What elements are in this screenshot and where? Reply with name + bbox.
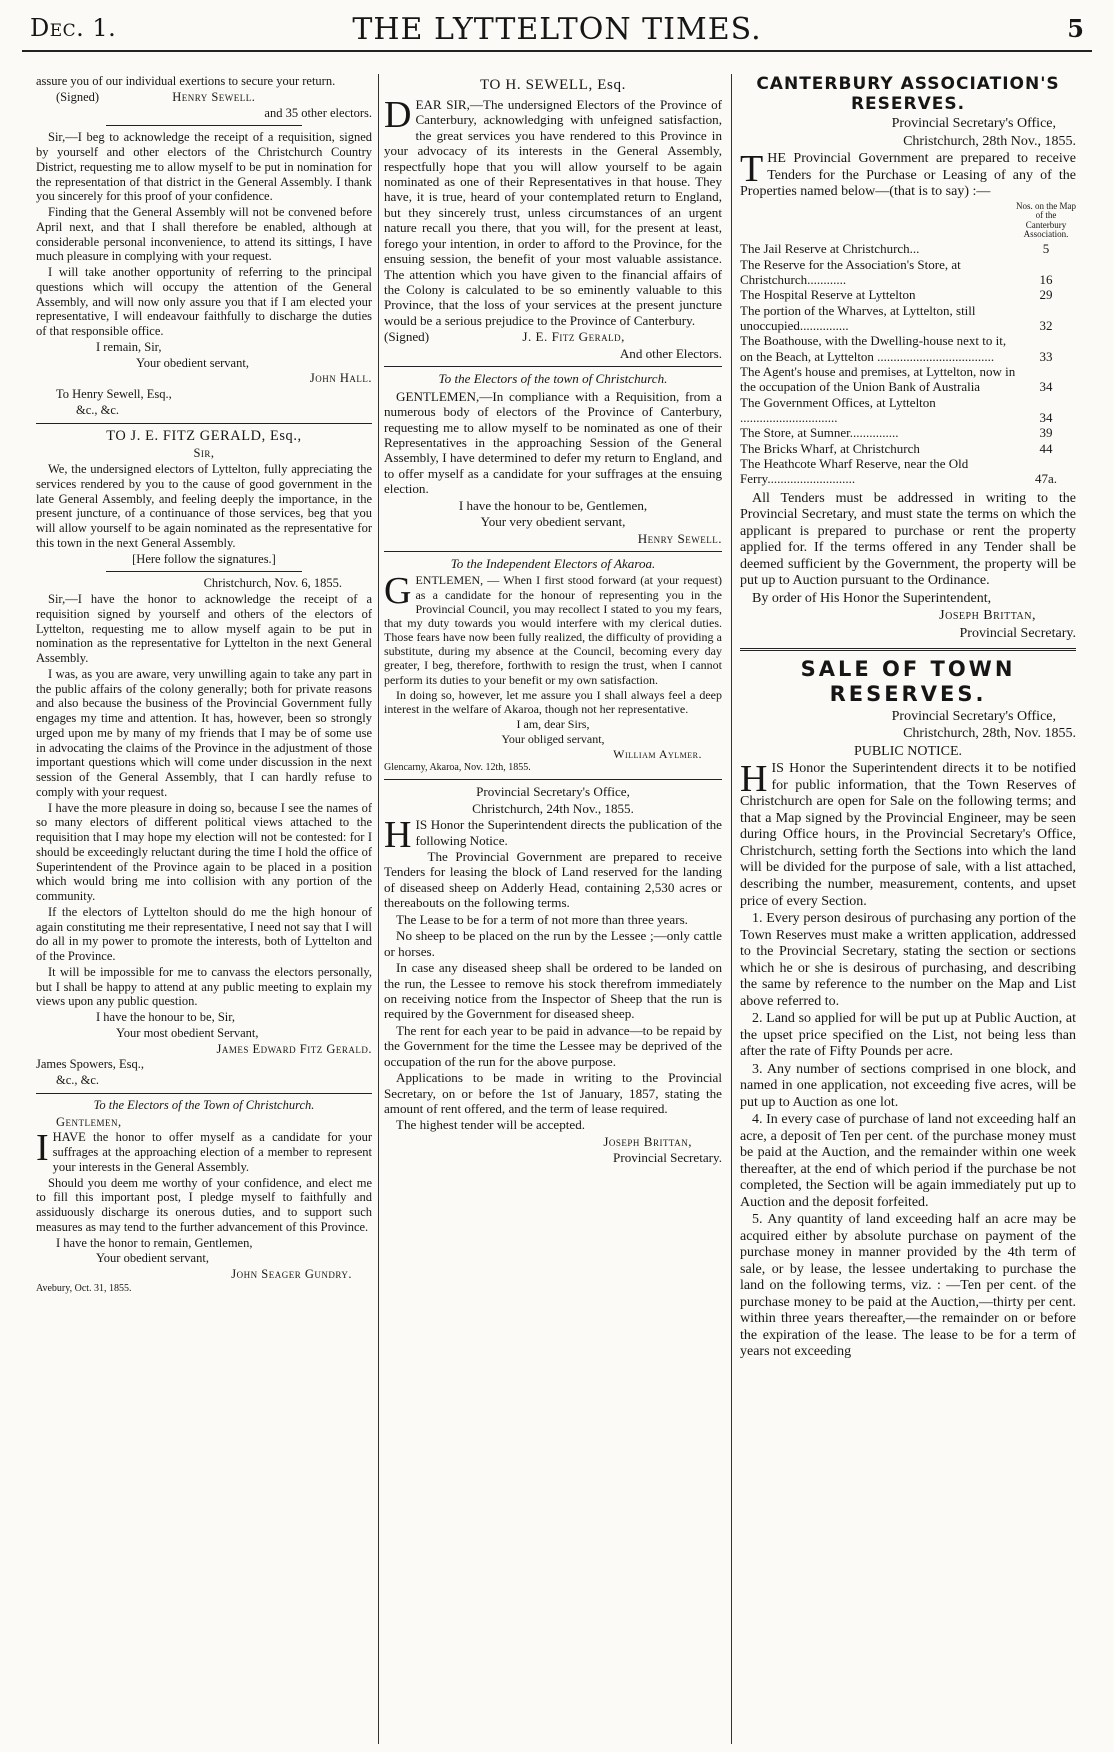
gundry-paragraph-2: Should you deem me worthy of your confidence, and elect me to fill this important post, I pledge myself to faithfully and assiduously discharge its onerous duties, and to support such measures as may tend to the further advancement of this Province. [36,1175,372,1234]
brittan-title: Provincial Secretary. [959,625,1076,641]
column-rule-2 [731,74,732,1744]
pso-intro [384,814,722,857]
divider [384,366,722,367]
aylmer-paragraph-2: In doing so, however, let me assure you I shall always feel a deep interest in the welfare of Akaroa, though not her representative. [384,687,722,716]
fitzgerald-salutation: Sir, [193,446,215,461]
drop-cap: H [740,758,768,801]
canterbury-order-line: By order of His Honor the Superintendent, [752,590,992,606]
column-rule-1 [378,74,379,1744]
sewell-address-text: GENTLEMEN,—In compliance with a Requisition, from a numerous body of electors of the Province of Canterbury, requesting me to allow myself to be nominated as one of their Representatives in the approaching Session of the General Assembly, I have determined to defer my return to England, and to offer myself as a candidate for your suffrages at the ensuing election. [384,388,722,497]
fitzgerald-reply-paragraph: Sir,—I have the honor to acknowledge the receipt of a requisition signed by yourself and others of the electors of Lyttelton, requesting me to allow myself again to be put in nomination as the representative for Lyttelton in the next General Assembly. [36,592,372,666]
issue-date: Dec. 1. [30,14,117,42]
fitzgerald-reply-date: Christchurch, Nov. 6, 1855. [203,576,342,591]
pso-paragraph: The highest tender will be accepted. [396,1117,586,1133]
table-row: The Hospital Reserve at Lyttelton 29 [740,287,1053,303]
masthead [22,10,1092,52]
etc-line: &c., &c. [56,1073,100,1088]
office-line: Provincial Secretary's Office, [476,784,630,800]
sewell-signature-line [36,90,372,105]
table-row: The Store, at Sumner............... 39 [740,425,1053,441]
drop-cap: D [384,93,412,136]
follow-signatures-note: [Here follow the signatures.] [132,551,276,566]
gundry-date: Avebury, Oct. 31, 1855. [36,1282,132,1294]
pso-paragraph: Applications to be made in writing to the Provincial Secretary, on or before the 1st of January, 1857, stating the amount of rent offered, and the term of lease required. [384,1070,722,1117]
sewell-requisition-heading: TO H. SEWELL, Esq. [480,77,626,93]
sale-reserves-heading: SALE OF TOWN RESERVES. [800,657,1016,707]
addressee-line: To Henry Sewell, Esq., [56,387,172,401]
sale-intro [740,758,1076,910]
servant-line: Your obliged servant, [501,732,605,747]
servant-line: Your most obedient Servant, [116,1025,259,1040]
fitzgerald-reply-paragraph: I was, as you are aware, very unwilling again to take any part in the public affairs of the colony generally; both for private reasons and also because the business of the Provincial Government fully engages my time and attention. It has, however, been so strongly urged upon me by many of my friends that I may be of some use in advocating the claims of the Province in the adjustment of those important questions which will come under discussion in the next session of the General Assembly, that I can hardly refuse to comply with your request. [36,666,372,799]
table-row: The portion of the Wharves, at Lyttelton, still unoccupied............... 32 [740,302,1053,334]
gundry-name: John Seager Gundry. [231,1267,352,1282]
office-line: Provincial Secretary's Office, [891,116,1056,132]
column-3 [740,74,1076,1746]
fitzgerald-reply-paragraph: I have the more pleasure in doing so, because I see the names of so many electors of different political views attached to the requisition that I may hope my election will not be contested: for I should be exceedingly reluctant during the time I hold the office of Superintendent of the Province again to be placed in a position which would bring me into collision with any portion of the community. [36,800,372,904]
aylmer-date: Glencarny, Akaroa, Nov. 12th, 1855. [384,762,531,774]
pso-intro-text: IS Honor the Superintendent directs the publication of the following Notice. [415,817,722,848]
public-notice-label: PUBLIC NOTICE. [853,743,963,759]
servant-line: Your obedient servant, [96,1251,209,1266]
sale-term: 4. In every case of purchase of land not exceeding half an acre, a deposit of Ten per cent. of the purchase money must be paid at the Auction, and the remainder within one week thereafter, at the end of which period if the purchase be not completed, the Section will be again immediately put up to Auction and the deposit forfeited. [740,1112,1076,1210]
drop-cap: T [740,148,764,191]
table-row: The Government Offices, at Lyttelton .............................. 34 [740,394,1053,426]
drop-cap: H [384,814,412,857]
aylmer-heading: To the Independent Electors of Akaroa. [450,556,656,572]
drop-cap: I [36,1127,49,1170]
brittan-title: Provincial Secretary. [613,1150,722,1166]
hall-reply-paragraph: Finding that the General Assembly will not be convened before April next, and that I shall therefore be enabled, although at considerable personal inconvenience, to attend its sittings, I have much pleasure in complying with your request. [36,205,372,264]
honour-line: I have the honour to be, Sir, [96,1010,236,1025]
hall-name: John Hall. [309,371,372,386]
sale-intro-text: IS Honor the Superintendent directs it to be notified for public information, that the Town Reserves of Christchurch are open for Sale on the following terms; and that a Map signed by the Provincial Engineer, may be seen during Office hours, in the Provincial Secretary's Office, Christchurch, setting forth the Sections into which the land will be divided for the purpose of sale, with a list attached, describing the number, measurement, contents, and upset price of every Section. [740,761,1076,909]
divider [36,1093,372,1094]
aylmer-paragraph-1 [384,570,722,687]
column-2 [384,74,722,1746]
divider [36,423,372,424]
fitzgerald-requisition: We, the undersigned electors of Lyttelton, fully appreciating the services rendered by you to the cause of good government in the late General Assembly, and feeling deeply the importance, in the present juncture, of a continuance of those services, beg that you will allow yourself to be again nominated as the representative for this town in the next General Assembly. [36,462,372,550]
fitzgerald-name: James Edward Fitz Gerald. [216,1041,372,1056]
table-row: The Agent's house and premises, at Lyttelton, now in the occupation of the Union Bank of Australia 34 [740,364,1053,395]
am-line: I am, dear Sirs, [516,717,590,732]
sewell-name: Henry Sewell. [637,530,722,546]
canterbury-intro [740,148,1076,201]
fitzgerald-heading: TO J. E. FITZ GERALD, Esq., [106,427,302,444]
divider [106,125,302,126]
pso-paragraph: No sheep to be placed on the run by the Lessee ;—only cattle or horses. [384,928,722,959]
table-row: The Heathcote Wharf Reserve, near the Old Ferry........................... 47a. [740,456,1058,487]
divider [740,648,1076,651]
signer-note: and 35 other electors. [264,105,372,120]
gundry-text: HAVE the honor to offer myself as a candidate for your suffrages at the approaching election of a member to represent your interests in the General Assembly. [52,1130,372,1174]
top-paragraph: assure you of our individual exertions to secure your return. [36,74,336,88]
servant-line: Your very obedient servant, [480,514,626,530]
requisition-text: EAR SIR,—The undersigned Electors of the Province of Canterbury, acknowledging with unfeigned satisfaction, the great services you have rendered to this Province in your advocacy of its interests in the General Assembly, respectfully hope that you will allow yourself to be again nominated as one of their Representatives in that house. They have, it is true, heard of your contemplated return to England, but they sincerely trust, unless circumstances of an urgent nature recall you there, that you will, for the present at least, forego your intention, in order to afford to the Province, for the ensuing session, the benefit of your most valuable assistance. The attention which you have given to the financial affairs of the Colony is calculated to be so eminently valuable to this Province, that the loss of your services at the present juncture would be a serious prejudice to the Province of Canterbury. [384,96,722,328]
signature-line [384,329,722,344]
aylmer-name: William Aylmer. [613,747,702,762]
sale-term: 5. Any quantity of land exceeding half an acre may be acquired either by absolute purchase on payment of the purchase money in manner provided by the 4th term of sale, or by lease, the lessee undertaking to purchase the land on the following terms, viz. : —Ten per cent. of the purchase money to be paid at the Auction,—thirty per cent. within three years thereafter,—the remainder on or before the expiration of the lease. The lease to be for a term of years not exceeding [740,1212,1076,1360]
pso-paragraph: The rent for each year to be paid in advance—to be repaid by the Government for the time the Lessee may be deprived of the occupation of the run for the above purpose. [384,1022,722,1069]
signer-name: J. E. Fitz Gerald, [522,329,625,345]
office-line: Provincial Secretary's Office, [891,708,1056,724]
office-date: Christchurch, 28th Nov., 1855. [903,133,1076,149]
divider [384,779,722,780]
table-row: The Bricks Wharf, at Christchurch 44 [740,440,1053,456]
aylmer-text: ENTLEMEN, — When I first stood forward (at your request) as a candidate for the honour of representing you in the Provincial Council, you may recollect I stated to you my fears, that my duty towards you would interfere with my clerical duties. Those fears have now been fully realized, the difficulty of providing a substitute, during my absence at the Council, becoming every day greater, I beg, therefore, forthwith to resign the trust, when I cannot perform its duties to your benefit or my own satisfaction. [384,573,722,687]
signer-name: Henry Sewell. [172,89,256,104]
signer-note: And other Electors. [619,345,722,361]
reserves-table [740,241,1076,486]
gundry-salutation: Gentlemen, [56,1114,122,1129]
divider [384,551,722,552]
office-date: Christchurch, 24th Nov., 1855. [472,800,634,816]
map-number-note: Nos. on the Map of the Canterbury Association. [1016,200,1076,239]
canterbury-intro-text: HE Provincial Government are prepared to receive Tenders for the Purchase or Leasing of any of the Properties named below—(that is to say) :— [740,151,1076,200]
signed-label: (Signed) [384,329,430,345]
column-1 [36,74,372,1746]
table-row: The Reserve for the Association's Store, at Christchurch............ 16 [740,256,1053,288]
office-date: Christchurch, 28th, Nov. 1855. [903,726,1076,742]
table-row: The Jail Reserve at Christchurch... 5 [740,241,1050,257]
remain-line: I remain, Sir, [96,339,162,354]
etc-line: &c., &c. [76,402,120,417]
sewell-address-heading: To the Electors of the town of Christchurch. [438,371,668,387]
drop-cap: G [384,570,412,613]
gundry-paragraph-1 [36,1127,372,1174]
pso-paragraph: The Provincial Government are prepared to receive Tenders for leasing the block of Land reserved for the landing of diseased sheep on Adderly Head, containing 2,530 acres or thereabouts on the following terms. [384,849,722,911]
divider [106,571,302,572]
hall-reply-paragraph: I will take another opportunity of referring to the principal questions which will occupy the attention of the General Assembly, and will now only assure you that if I am elected your representative, I will endeavour faithfully to discharge the duties of that responsible office. [36,265,372,338]
sale-term: 1. Every person desirous of purchasing any portion of the Town Reserves must make a written application, addressed to the Provincial Secretary, stating the section or sections which he or she is desirous of purchasing, and describing the same by reference to the number on the Map and List above referred to. [740,911,1076,1009]
servant-line: Your obedient servant, [136,355,249,370]
table-row: The Boathouse, with the Dwelling-house next to it, on the Beach, at Lyttelton .................................... 33 [740,333,1053,364]
pso-paragraph: The Lease to be for a term of not more than three years. [396,911,688,927]
brittan-name: Joseph Brittan, [603,1133,692,1149]
newspaper-title: THE LYTTELTON TIMES. [352,12,762,47]
page-number: 5 [1067,14,1084,43]
fitzgerald-reply-paragraph: If the electors of Lyttelton should do me the high honour of again constituting me their representative, I need not say that I will do all in my power to promote the interests, both of Lyttelton and of the Province. [36,904,372,964]
sale-term: 3. Any number of sections comprised in one block, and named in one application, not exceeding five acres, will be put up to Auction as one lot. [740,1061,1076,1110]
hall-reply-paragraph: Sir,—I beg to acknowledge the receipt of a requisition, signed by yourself and other electors of the Christchurch Country District, requesting me to allow myself to be put in nomination for the representation of that district in the General Assembly. I thank you sincerely for this proof of your confidence. [36,130,372,204]
signed-label: (Signed) [56,89,100,104]
honour-line: I have the honour to be, Gentlemen, [458,497,648,513]
canterbury-paragraph: All Tenders must be addressed in writing to the Provincial Secretary, and must state the terms on which the applicant is prepared to purchase or rent the property applied for. If the terms offered in any Tender shall be deemed sufficient by the Government, the property will be put up to Auction pursuant to the Ordinance. [740,490,1076,589]
fitzgerald-reply-paragraph: It will be impossible for me to canvass the electors personally, but I shall be happy to attend at any public meeting to explain my views upon any public question. [36,964,372,1009]
canterbury-reserves-heading: CANTERBURY ASSOCIATION'S RESERVES. [756,74,1060,115]
brittan-name: Joseph Brittan, [939,608,1036,624]
remain-line: I have the honor to remain, Gentlemen, [56,1235,253,1250]
pso-paragraph: In case any diseased sheep shall be ordered to be landed on the run, the Lessee to remove his stock therefrom immediately on receiving notice from the Inspector of Sheep that the run is required by the Government for diseased sheep. [384,960,722,1022]
sewell-requisition-text [384,93,722,329]
addressee-line: James Spowers, Esq., [36,1057,144,1072]
gundry-heading: To the Electors of the Town of Christchurch. [93,1097,315,1112]
sale-term: 2. Land so applied for will be put up at Public Auction, at the upset price specified on the List, not being less than after the rate of Fifty Pounds per acre. [740,1011,1076,1060]
